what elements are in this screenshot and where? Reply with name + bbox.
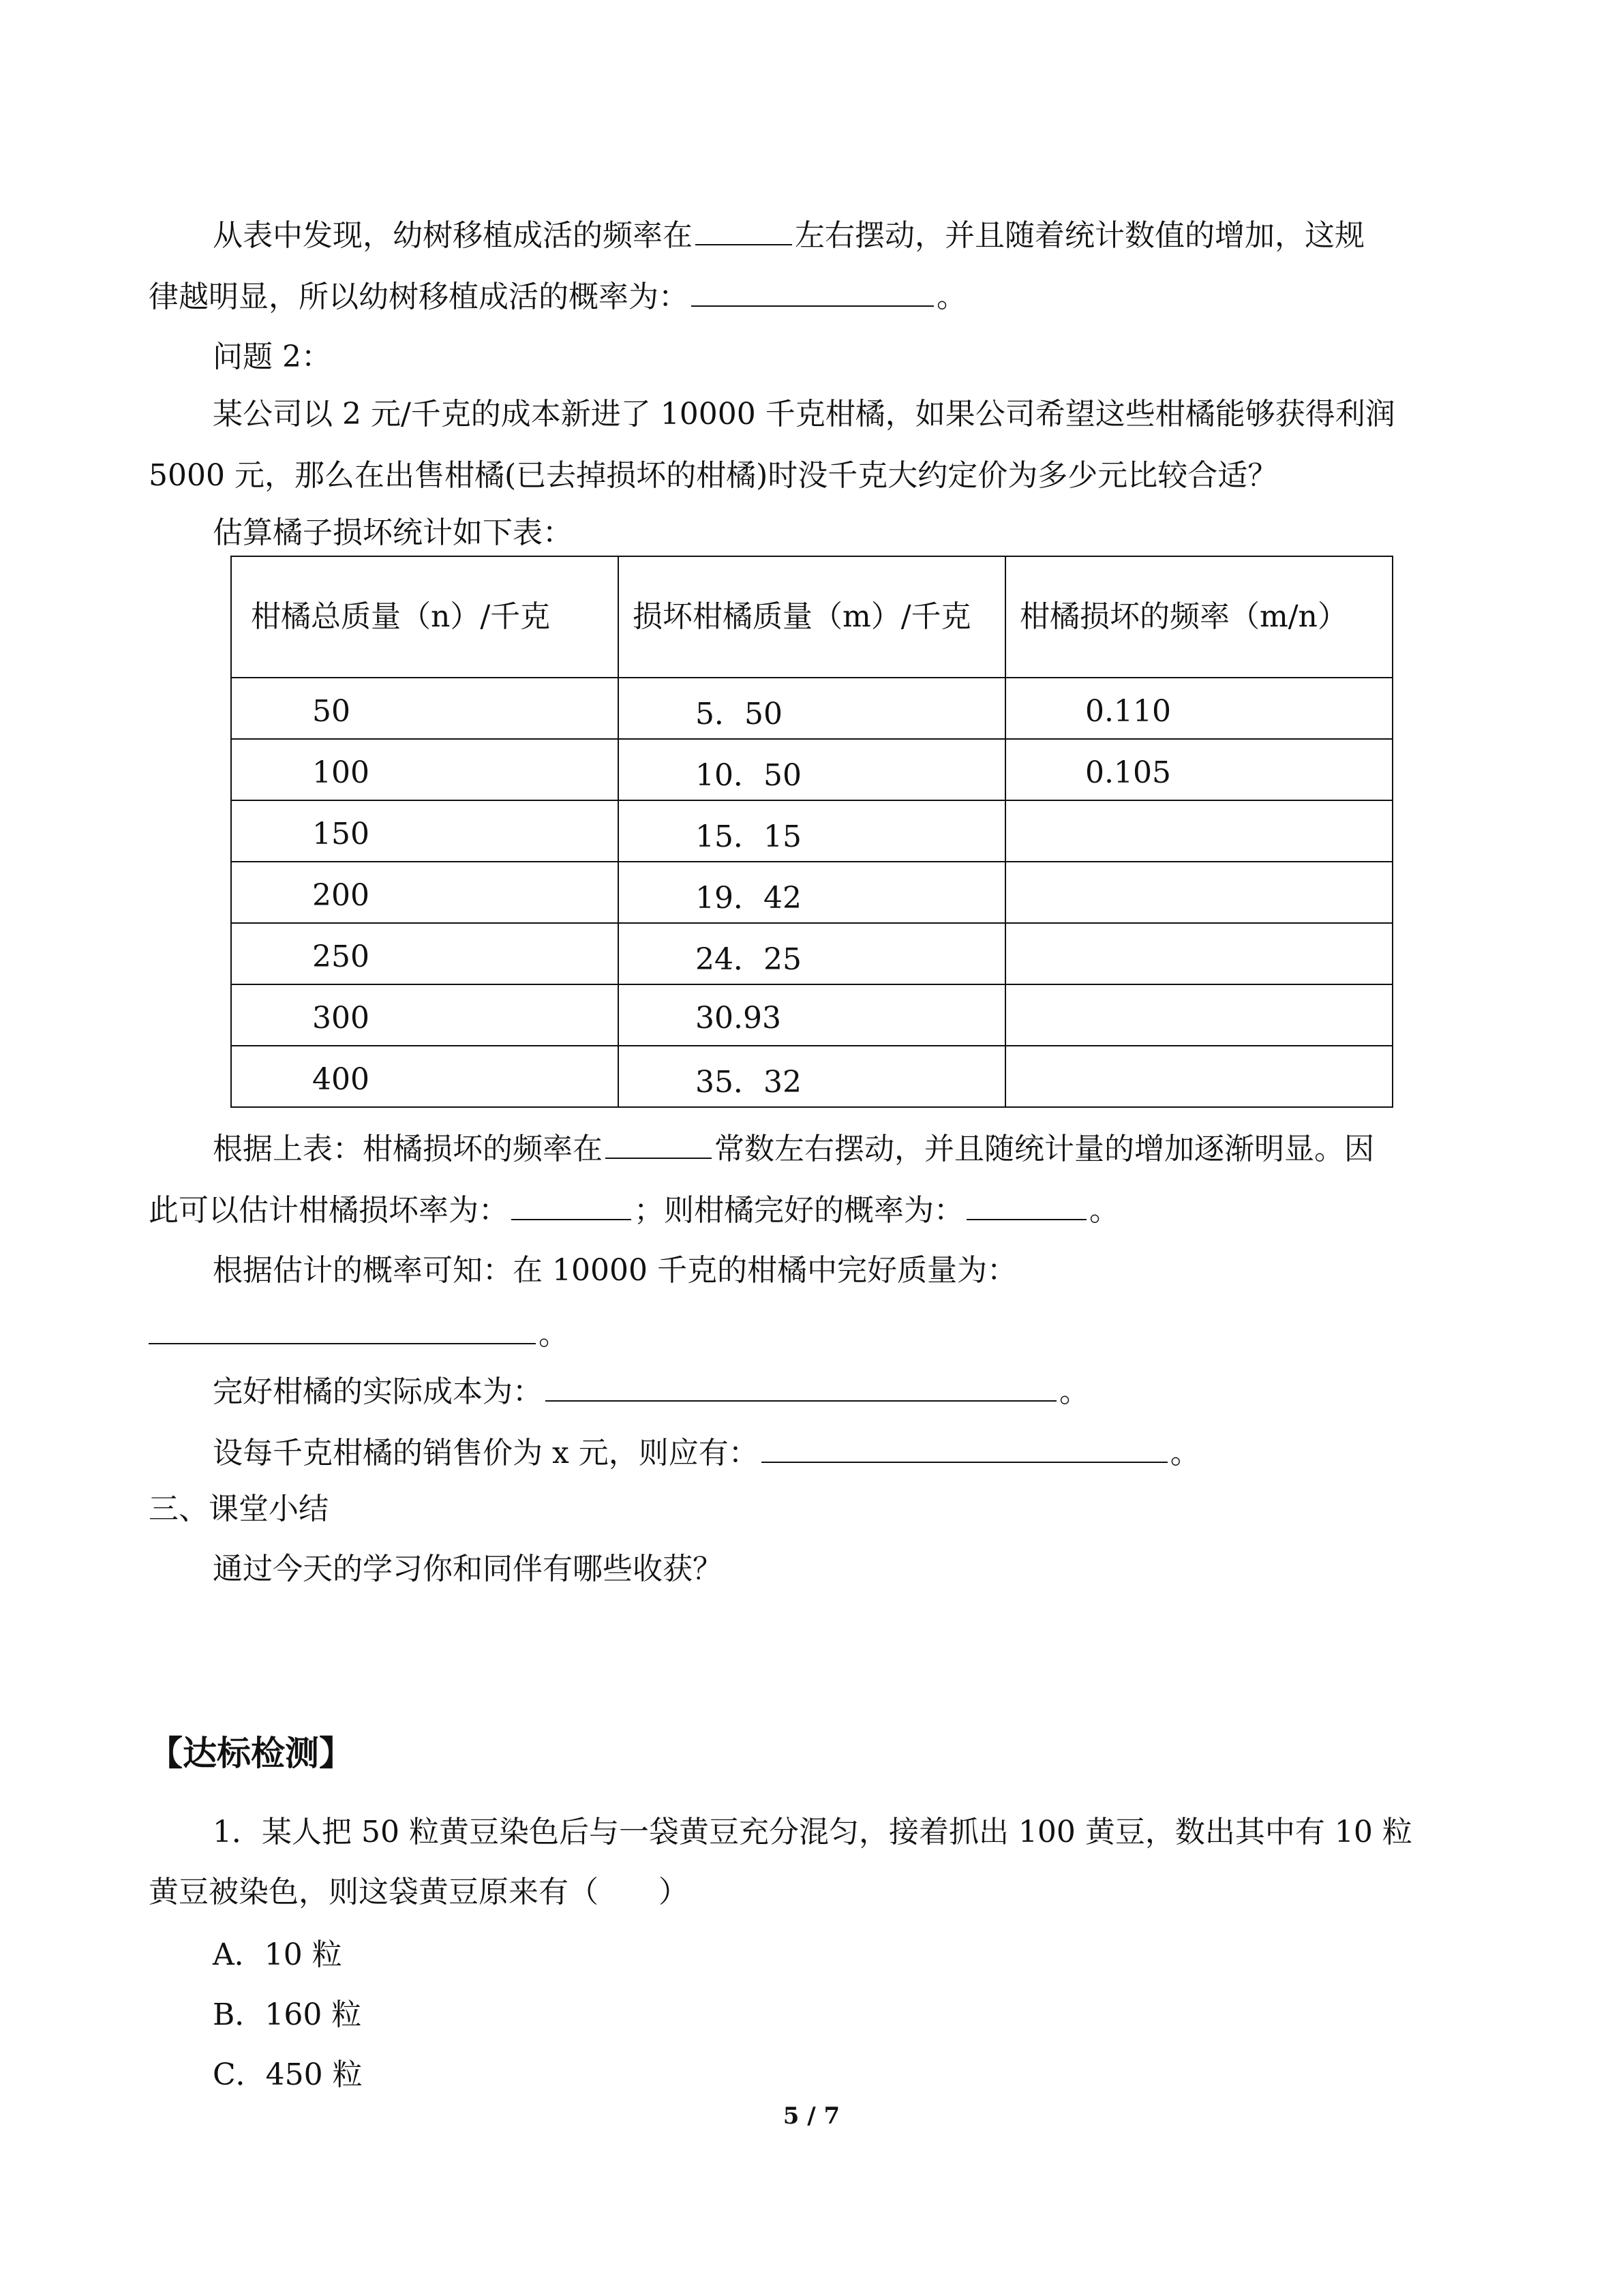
table-row [231, 800, 1393, 862]
question1-line2: 黄豆被染色，则这袋黄豆原来有（ ） [149, 1875, 688, 1909]
cell-n: 250 [312, 939, 369, 974]
after-table-line5-end: 。 [1059, 1374, 1089, 1409]
after-table-text-a: 根据上表：柑橘损坏的频率在 [213, 1132, 603, 1166]
para1-end: 。 [937, 280, 967, 314]
answer-blank-6[interactable] [149, 1313, 536, 1344]
page-number: 5 / 7 [783, 2102, 840, 2130]
cell-frequency[interactable] [1006, 951, 1392, 956]
cell-m: 24．25 [695, 942, 802, 977]
cell-n: 300 [312, 1000, 369, 1036]
question1-line1: 1．某人把 50 粒黄豆染色后与一袋黄豆充分混匀，接着抓出 100 黄豆，数出其中有 10 粒 [213, 1815, 1412, 1849]
cell-frequency[interactable]: 0.105 [1085, 755, 1171, 790]
para1-text-c: 律越明显，所以幼树移植成活的概率为： [149, 280, 688, 314]
after-table-end: 。 [1089, 1193, 1119, 1228]
answer-blank-5[interactable] [967, 1189, 1087, 1220]
summary-heading: 三、课堂小结 [149, 1492, 329, 1526]
option-c[interactable]: C．450 粒 [213, 2057, 363, 2092]
option-a[interactable]: A．10 粒 [213, 1937, 342, 1972]
answer-blank-7[interactable] [545, 1370, 1057, 1402]
header-damaged-mass: 损坏柑橘质量（m）/千克 [618, 556, 1005, 678]
after-table-line4 [149, 1313, 568, 1355]
answer-blank-1[interactable] [695, 214, 792, 245]
after-table-line6 [213, 1432, 1200, 1474]
table-row [231, 1046, 1393, 1107]
para1-line2 [149, 275, 967, 318]
cell-m: 10．50 [695, 758, 802, 793]
after-table-text-d: ；则柑橘完好的概率为： [634, 1193, 964, 1228]
cell-frequency[interactable] [1006, 1012, 1392, 1018]
header-total-mass: 柑橘总质量（n）/千克 [231, 556, 618, 678]
test-heading: 【达标检测】 [149, 1734, 353, 1773]
after-table-line2 [149, 1189, 1119, 1231]
summary-text: 通过今天的学习你和同伴有哪些收获？ [213, 1552, 723, 1586]
answer-blank-8[interactable] [761, 1432, 1168, 1463]
table-row [231, 984, 1393, 1046]
table-row [231, 739, 1393, 800]
cell-n: 50 [312, 693, 350, 729]
cell-n: 400 [312, 1061, 369, 1097]
after-table-text-f: 设每千克柑橘的销售价为 x 元，则应有： [213, 1436, 759, 1470]
problem2-label: 问题 2： [213, 339, 331, 374]
problem2-text-line2: 5000 元，那么在出售柑橘(已去掉损坏的柑橘)时没千克大约定价为多少元比较合适？ [149, 458, 1278, 493]
damage-statistics-table [230, 556, 1393, 1108]
cell-n: 200 [312, 877, 369, 913]
answer-blank-2[interactable] [691, 275, 934, 307]
table-row [231, 923, 1393, 984]
after-table-line1 [213, 1128, 1374, 1170]
cell-m: 19．42 [695, 881, 802, 916]
cell-frequency[interactable] [1006, 890, 1392, 895]
answer-blank-4[interactable] [511, 1189, 631, 1220]
answer-blank-3[interactable] [605, 1128, 712, 1159]
cell-frequency[interactable] [1006, 828, 1392, 834]
table-row [231, 678, 1393, 739]
option-b[interactable]: B．160 粒 [213, 1997, 362, 2032]
after-table-line6-end: 。 [1170, 1436, 1200, 1470]
table-intro: 估算橘子损坏统计如下表： [213, 515, 573, 550]
table-header-row [231, 556, 1393, 678]
table-row [231, 862, 1393, 923]
after-table-text-b: 常数左右摆动，并且随统计量的增加逐渐明显。因 [714, 1132, 1374, 1166]
cell-m: 5．50 [695, 697, 783, 731]
after-table-line4-end: 。 [539, 1317, 568, 1352]
problem2-text-line1: 某公司以 2 元/千克的成本新进了 10000 千克柑橘，如果公司希望这些柑橘能够获得利润 [213, 397, 1395, 432]
after-table-line5 [213, 1370, 1089, 1413]
after-table-line3: 根据估计的概率可知：在 10000 千克的柑橘中完好质量为： [213, 1253, 1017, 1288]
para1-text-a: 从表中发现，幼树移植成活的频率在 [213, 218, 693, 253]
cell-m: 30.93 [695, 1000, 781, 1036]
after-table-text-e: 完好柑橘的实际成本为： [213, 1374, 543, 1409]
para1-text-b: 左右摆动，并且随着统计数值的增加，这规 [795, 218, 1365, 253]
cell-frequency[interactable]: 0.110 [1085, 693, 1171, 729]
para1-line1 [213, 214, 1365, 256]
cell-m: 35．32 [695, 1065, 802, 1100]
cell-frequency[interactable] [1006, 1074, 1392, 1079]
after-table-text-c: 此可以估计柑橘损坏率为： [149, 1193, 509, 1228]
header-damage-frequency: 柑橘损坏的频率（m/n） [1005, 556, 1393, 678]
cell-n: 100 [312, 755, 369, 790]
cell-n: 150 [312, 816, 369, 851]
cell-m: 15．15 [695, 819, 802, 854]
